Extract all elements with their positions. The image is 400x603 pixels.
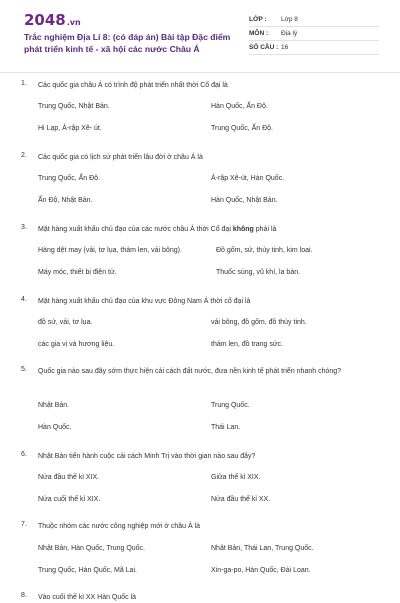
answer-option[interactable]: vải bông, đồ gốm, đồ thủy tinh. [211, 319, 307, 326]
answer-option[interactable]: Thái Lan. [211, 424, 241, 431]
answer-option[interactable]: Hi Lạp, Ả-rập Xê- út. [38, 125, 102, 132]
question-text: Quốc gia nào sau đây sớm thực hiện cải cách đất nước, đưa nền kinh tế phát triển nhanh chóng? [38, 368, 342, 375]
answer-option[interactable]: Trung Quốc, Ấn Độ. [211, 125, 273, 132]
question-text: Nhật Bản tiến hành cuộc cải cách Minh Trị vào thời gian nào sau đây? [38, 453, 256, 460]
answer-option[interactable]: Nửa đầu thế kỉ XX. [211, 496, 271, 503]
answer-option[interactable]: thảm len, đồ trang sức. [211, 341, 283, 348]
answer-option[interactable]: Hàn Quốc. [38, 424, 72, 431]
quiz-meta [249, 13, 379, 55]
question-number: 2. [21, 152, 27, 159]
question-text: Thuộc nhóm các nước công nghiệp mới ở châu Á là [38, 523, 201, 530]
question-number: 1. [21, 80, 27, 87]
answer-option[interactable]: Máy móc, thiết bị điện tử. [38, 269, 117, 276]
question-number: 7. [21, 521, 27, 528]
answer-option[interactable]: Xin-ga-po, Hàn Quốc, Đài Loan. [211, 567, 311, 574]
question-number: 8. [21, 592, 27, 599]
document-title: Trắc nghiệm Địa Lí 8: (có đáp án) Bài tập Đặc điểm phát triển kinh tế - xã hội các nước Châu Á [24, 32, 231, 54]
answer-option[interactable]: Hàng dệt may (vải, tơ lụa, thảm len, vải bông). [38, 247, 182, 254]
emphasis-not: không [232, 226, 254, 233]
answer-option[interactable]: Trung Quốc. [211, 402, 250, 409]
question-text: Mặt hàng xuất khẩu chủ đạo của khu vực Đông Nam Á thời cổ đại là [38, 298, 251, 305]
answer-option[interactable]: Thuốc súng, vũ khí, la bàn. [216, 269, 301, 276]
question-number: 3. [21, 224, 27, 231]
question-text: Các quốc gia có lịch sử phát triển lâu đời ở châu Á là [38, 154, 203, 161]
question-text: Vào cuối thế kỉ XX Hàn Quốc là [38, 594, 137, 601]
answer-option[interactable]: Hàn Quốc, Nhật Bản. [211, 197, 278, 204]
answer-option[interactable]: Nửa đầu thế kỉ XIX. [38, 474, 100, 481]
question-number: 4. [21, 296, 27, 303]
question-number: 5. [21, 366, 27, 373]
answer-option[interactable]: đồ sứ, vải, tơ lụa. [38, 319, 93, 326]
answer-option[interactable]: các gia vị và hương liệu. [38, 341, 115, 348]
answer-option[interactable]: Trung Quốc, Ấn Độ. [38, 175, 100, 182]
answer-option[interactable]: Nhật Bản, Thái Lan, Trung Quốc. [211, 545, 314, 552]
answer-option[interactable]: Hàn Quốc, Ấn Độ. [211, 103, 268, 110]
meta-question-count: SỐ CÂU : 16 [249, 41, 379, 55]
meta-subject: MÔN : Địa lý [249, 27, 379, 41]
header-divider [0, 72, 400, 73]
answer-option[interactable]: Nhật Bản. [38, 402, 70, 409]
answer-option[interactable]: Đồ gốm, sứ, thủy tinh, kim loại. [216, 247, 313, 254]
answer-option[interactable]: Nửa cuối thế kỉ XIX. [38, 496, 101, 503]
answer-option[interactable]: Giữa thế kỉ XIX. [211, 474, 261, 481]
site-logo[interactable]: 2048.vn [24, 11, 81, 29]
answer-option[interactable]: Ả-rập Xê-út, Hàn Quốc. [211, 175, 285, 182]
question-number: 6. [21, 451, 27, 458]
answer-option[interactable]: Ấn Độ, Nhật Bản. [38, 197, 93, 204]
answer-option[interactable]: Nhật Bản, Hàn Quốc, Trung Quốc. [38, 545, 146, 552]
meta-class: LỚP : Lớp 8 [249, 13, 379, 27]
question-text: Các quốc gia châu Á có trình độ phát triển nhất thời Cổ đại là [38, 82, 228, 89]
answer-option[interactable]: Trung Quốc, Hàn Quốc, Mã Lai. [38, 567, 137, 574]
question-text: Mặt hàng xuất khẩu chủ đạo của các nước châu Á thời Cổ đại không phải là [38, 226, 277, 233]
answer-option[interactable]: Trung Quốc, Nhật Bản. [38, 103, 110, 110]
